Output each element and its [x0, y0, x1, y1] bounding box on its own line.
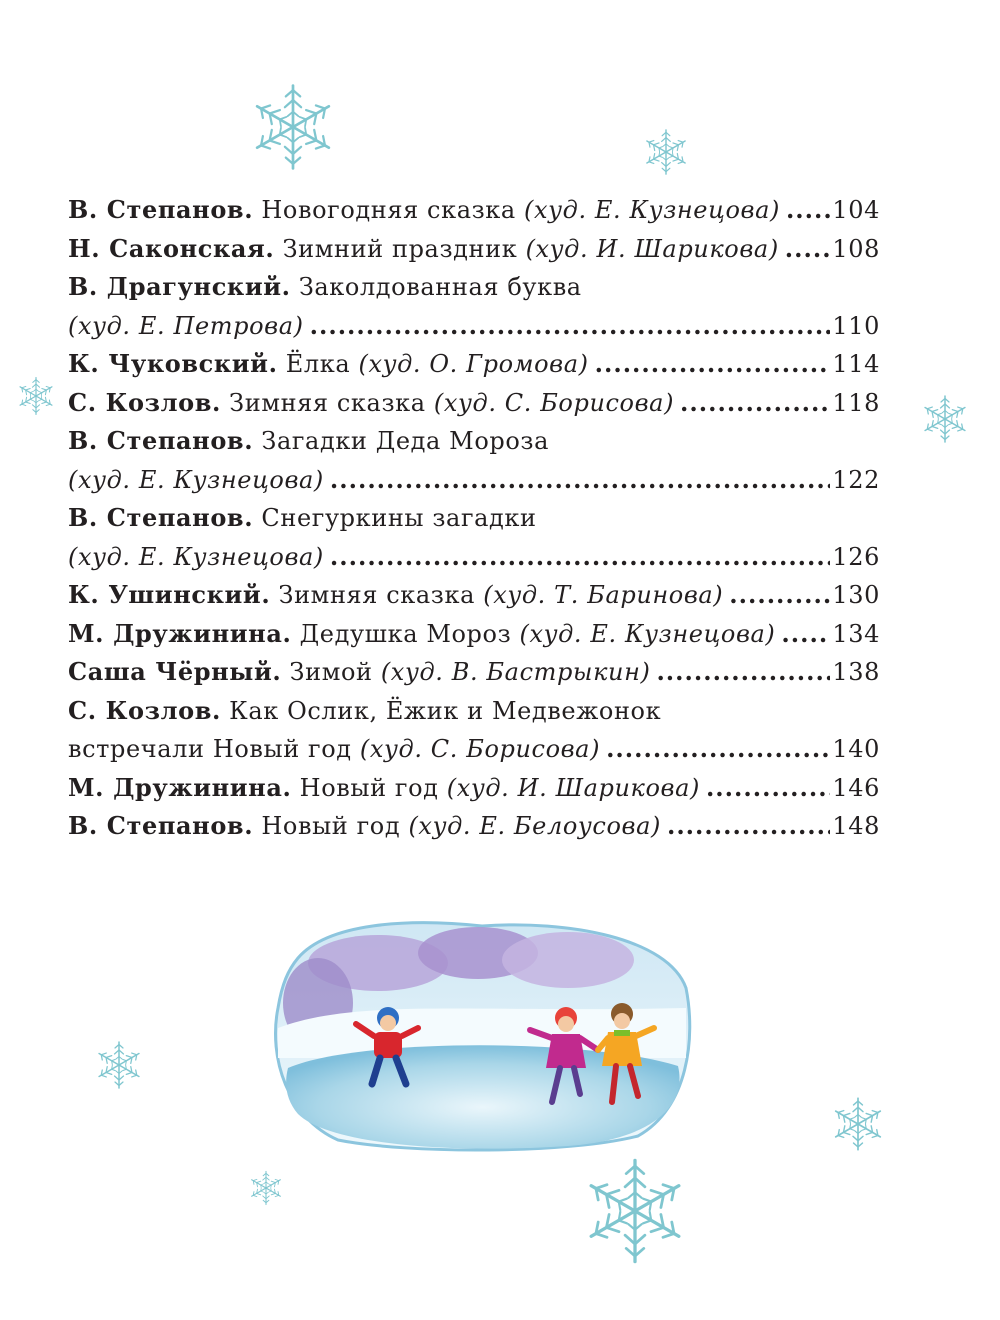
- toc-illustrator: (худ. С. Борисова): [359, 735, 601, 763]
- toc-leader-dots: [706, 769, 830, 808]
- toc-author: Н. Саконская.: [68, 233, 275, 263]
- snowflake-icon: [248, 1170, 284, 1206]
- toc-page-number: 108: [832, 234, 880, 263]
- toc-illustrator: (худ. Е. Петрова): [68, 311, 304, 340]
- toc-entry: [68, 384, 880, 423]
- toc-entry: [68, 307, 880, 346]
- toc-entry: [68, 769, 880, 808]
- snowflake-icon: [94, 1040, 144, 1090]
- toc-leader-dots: [595, 345, 831, 384]
- toc-page-number: 134: [832, 619, 880, 648]
- toc-entry: [68, 538, 880, 577]
- toc-entry: [68, 692, 880, 731]
- toc-leader-dots: [310, 307, 831, 346]
- toc-entry: [68, 730, 880, 769]
- toc-author: В. Степанов.: [68, 811, 254, 840]
- snowflake-icon: [580, 1156, 690, 1266]
- toc-title: Загадки Деда Мороза: [261, 427, 550, 455]
- toc-page-number: 110: [832, 311, 880, 340]
- toc-illustrator: (худ. О. Громова): [358, 350, 589, 378]
- toc-leader-dots: [330, 461, 830, 500]
- toc-illustrator: (худ. Е. Кузнецова): [519, 619, 776, 648]
- toc-entry: [68, 615, 880, 654]
- toc-illustrator: (худ. Е. Кузнецова): [68, 465, 324, 494]
- snowflake-icon: [248, 82, 338, 172]
- toc-title: Зимний праздник: [282, 234, 518, 263]
- toc-author: В. Степанов.: [68, 426, 254, 455]
- toc-leader-dots: [656, 653, 830, 692]
- toc-author: В. Степанов.: [68, 503, 254, 532]
- toc-title: Снегуркины загадки: [261, 504, 537, 532]
- toc-leader-dots: [786, 191, 830, 230]
- toc-illustrator: (худ. Т. Баринова): [483, 581, 724, 609]
- toc-author: М. Дружинина.: [68, 772, 292, 802]
- toc-page-number: 146: [832, 773, 880, 802]
- toc-entry: [68, 653, 880, 692]
- toc-page-number: 140: [832, 735, 880, 763]
- toc-author: К. Чуковский.: [68, 349, 278, 378]
- toc-page-number: 138: [832, 658, 880, 686]
- toc-leader-dots: [680, 384, 830, 423]
- toc-title: Зимой: [289, 658, 373, 686]
- toc-illustrator: (худ. Е. Кузнецова): [68, 542, 324, 571]
- toc-leader-dots: [729, 576, 830, 615]
- toc-title: Ёлка: [285, 350, 351, 378]
- toc-title: Новый год: [299, 773, 439, 802]
- toc-leader-dots: [606, 730, 830, 769]
- toc-entry: [68, 807, 880, 846]
- toc-illustrator: (худ. С. Борисова): [433, 388, 675, 417]
- toc-author: М. Дружинина.: [68, 618, 292, 648]
- toc-page-number: 104: [832, 196, 880, 224]
- toc-page-number: 118: [832, 388, 880, 417]
- toc-entry: [68, 576, 880, 615]
- toc-page-number: 114: [832, 350, 880, 378]
- toc-entry: [68, 230, 880, 269]
- table-of-contents: [68, 191, 880, 846]
- snowflake-icon: [920, 394, 970, 444]
- toc-title: Новогодняя сказка: [261, 196, 516, 224]
- toc-entry: [68, 268, 880, 307]
- toc-leader-dots: [785, 230, 831, 269]
- toc-leader-dots: [667, 807, 830, 846]
- toc-page-number: 148: [832, 812, 880, 840]
- toc-author: В. Драгунский.: [68, 272, 291, 301]
- toc-author: В. Степанов.: [68, 195, 254, 224]
- toc-author: Саша Чёрный.: [68, 657, 282, 686]
- toc-title: Дедушка Мороз: [299, 619, 512, 648]
- toc-page-number: 130: [832, 581, 880, 609]
- toc-illustrator: (худ. И. Шарикова): [446, 773, 700, 802]
- toc-title: Новый год: [261, 812, 401, 840]
- toc-leader-dots: [330, 538, 830, 577]
- toc-illustrator: (худ. Е. Белоусова): [408, 812, 661, 840]
- snowflake-icon: [642, 128, 690, 176]
- toc-entry: [68, 345, 880, 384]
- toc-leader-dots: [781, 615, 830, 654]
- toc-author: С. Козлов.: [68, 387, 221, 417]
- toc-author: К. Ушинский.: [68, 580, 271, 609]
- toc-entry: [68, 499, 880, 538]
- toc-title: Как Ослик, Ёжик и Медвежонок: [229, 696, 662, 725]
- toc-author: С. Козлов.: [68, 695, 221, 725]
- toc-entry: [68, 422, 880, 461]
- toc-title: Зимняя сказка: [229, 388, 426, 417]
- toc-entry: [68, 461, 880, 500]
- snowflake-icon: [830, 1096, 886, 1152]
- toc-title: Заколдованная буква: [298, 273, 582, 301]
- toc-title: встречали Новый год: [68, 735, 352, 763]
- toc-title: Зимняя сказка: [278, 581, 476, 609]
- toc-illustrator: (худ. В. Бастрыкин): [380, 658, 651, 686]
- toc-illustrator: (худ. Е. Кузнецова): [524, 196, 780, 224]
- toc-page-number: 126: [832, 542, 880, 571]
- children-skating-illustration: [268, 918, 696, 1154]
- snowflake-icon: [16, 376, 56, 416]
- toc-entry: [68, 191, 880, 230]
- toc-illustrator: (худ. И. Шарикова): [525, 234, 779, 263]
- toc-page-number: 122: [832, 465, 880, 494]
